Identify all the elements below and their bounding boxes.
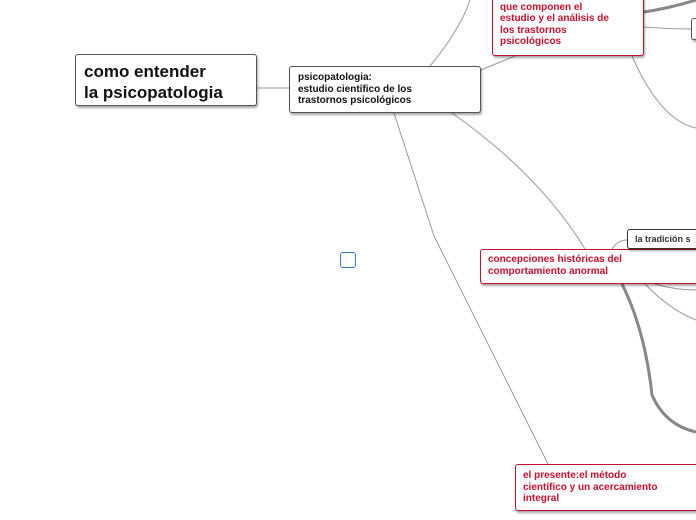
link-main-top <box>430 0 470 66</box>
link-main-concepciones <box>452 113 585 249</box>
offscreen-node[interactable] <box>691 18 696 40</box>
link-cat-right1 <box>644 27 692 29</box>
link-cat-right2 <box>632 56 696 128</box>
subtopic-concepciones[interactable]: concepciones históricas del comportamiento anormal <box>480 249 696 284</box>
subtopic-categorias[interactable]: que componen el estudio y el análisis de los trastornos psicológicos <box>492 0 644 56</box>
selection-box[interactable] <box>340 252 356 268</box>
main-topic-psicopatologia[interactable]: psicopatologia: estudio científico de los trastornos psicológicos <box>289 66 481 113</box>
link-conc-trad <box>612 240 627 249</box>
subtopic-tradicion[interactable]: la tradición s <box>627 229 696 249</box>
link-main-categorias <box>481 56 515 70</box>
link-conc-right2 <box>655 284 696 290</box>
subtopic-presente[interactable]: el presente:el método científico y un acercamiento integral <box>515 464 696 511</box>
link-conc-thick <box>622 284 696 432</box>
link-cat-thick <box>644 0 696 12</box>
central-topic[interactable]: como entender la psicopatologia <box>75 54 257 106</box>
link-main-presente <box>394 113 548 464</box>
